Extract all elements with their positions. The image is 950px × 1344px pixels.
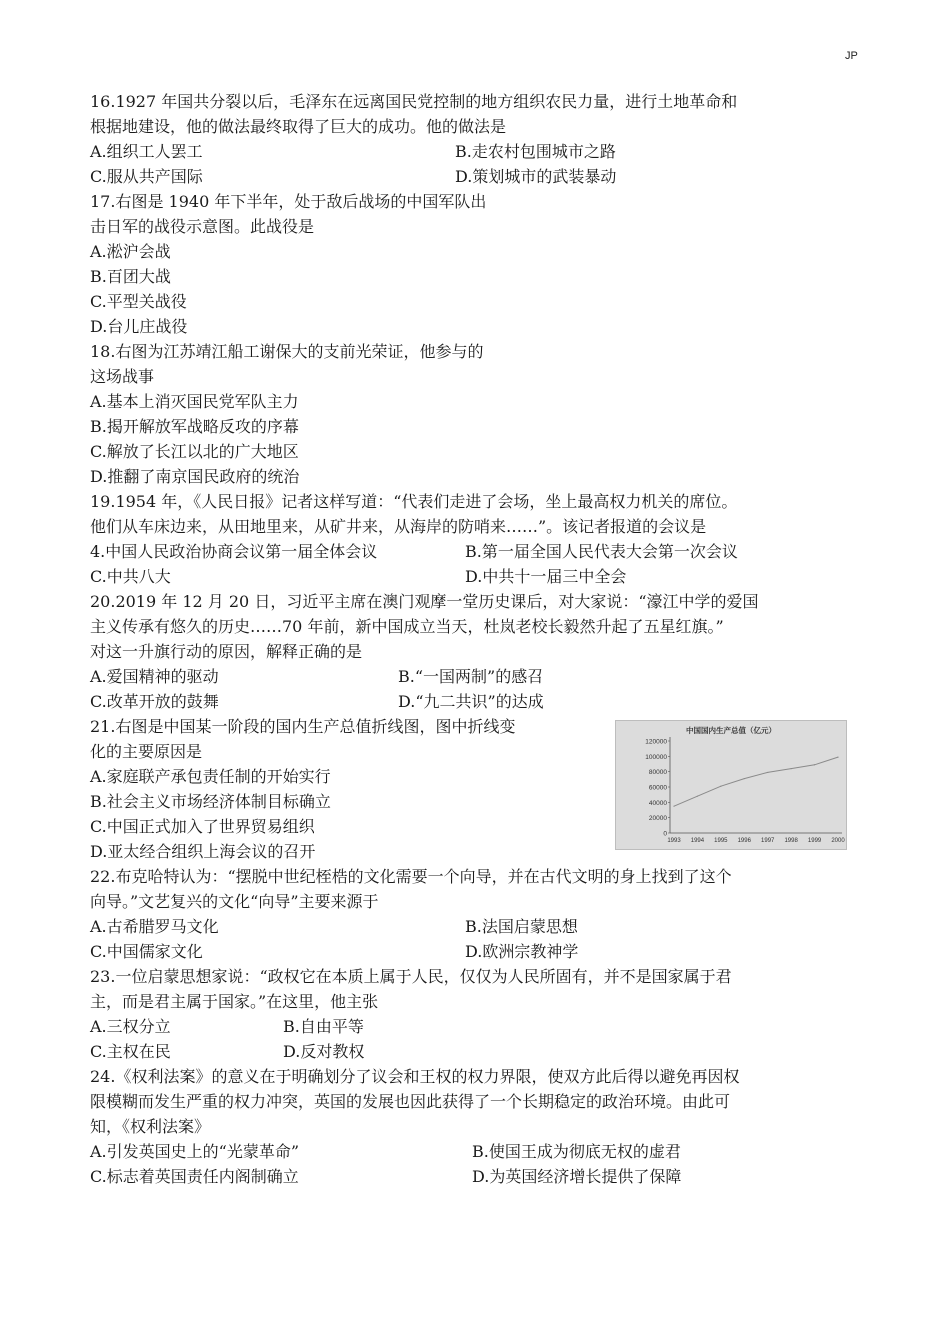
option: B.百团大战 [90, 267, 171, 286]
text-line: 知，《权利法案》 [90, 1117, 211, 1136]
option: D.台儿庄战役 [90, 317, 188, 336]
y-tick-label: 120000 [645, 738, 667, 746]
option: C.中国儒家文化 [90, 942, 203, 961]
text-line: 22.布克哈特认为：“摆脱中世纪桎梏的文化需要一个向导，并在古代文明的身上找到了这个 [90, 867, 732, 886]
option: B.第一届全国人民代表大会第一次会议 [465, 542, 738, 561]
data-point [767, 772, 768, 773]
option: C.主权在民 [90, 1042, 171, 1061]
gdp-line-chart [615, 720, 847, 850]
text-line: 20.2019 年 12 月 20 日，习近平主席在澳门观摩一堂历史课后，对大家说：“濠江中学的爱国 [90, 592, 759, 611]
option: D.推翻了南京国民政府的统治 [90, 467, 300, 486]
x-tick-label: 1998 [784, 838, 798, 844]
option: A.三权分立 [90, 1017, 171, 1036]
option: B.社会主义市场经济体制目标确立 [90, 792, 331, 811]
option: A.家庭联产承包责任制的开始实行 [90, 767, 331, 786]
option: B.法国启蒙思想 [465, 917, 578, 936]
option: B.走农村包围城市之路 [455, 142, 616, 161]
y-tick-label: 100000 [645, 753, 667, 761]
option: D.欧洲宗教神学 [465, 942, 579, 961]
option: C.中共八大 [90, 567, 171, 586]
y-tick-label: 80000 [648, 769, 667, 777]
x-tick-label: 1993 [667, 838, 681, 844]
data-point [720, 786, 721, 787]
y-tick-label: 60000 [648, 784, 667, 792]
option: B.自由平等 [283, 1017, 364, 1036]
data-point [697, 796, 698, 797]
option: D.反对教权 [283, 1042, 365, 1061]
text-line: 21.右图是中国某一阶段的国内生产总值折线图，图中折线变 [90, 717, 516, 736]
text-line: 24.《权利法案》的意义在于明确划分了议会和王权的权力界限，使双方此后得以避免再因权 [90, 1067, 740, 1086]
x-tick-label: 1996 [737, 838, 751, 844]
text-line: 主义传承有悠久的历史……70 年前，新中国成立当天，杜岚老校长毅然升起了五星红旗。” [90, 617, 724, 636]
option: C.平型关战役 [90, 292, 187, 311]
text-line: 化的主要原因是 [90, 742, 203, 761]
text-line: 23.一位启蒙思想家说：“政权它在本质上属于人民，仅仅为人民所固有，并不是国家属于君 [90, 967, 732, 986]
text-line: 17.右图是 1940 年下半年，处于敌后战场的中国军队出 [90, 192, 487, 211]
x-tick-label: 1999 [807, 838, 822, 844]
page-code: JP [845, 50, 858, 62]
x-tick-label: 2000 [831, 838, 845, 844]
y-tick-label: 40000 [648, 799, 667, 807]
x-tick-label: 1997 [761, 838, 775, 844]
data-point [673, 806, 674, 807]
y-tick-label: 0 [663, 830, 667, 838]
data-point [814, 764, 815, 765]
option: 4.中国人民政治协商会议第一届全体会议 [90, 542, 378, 561]
option: A.爱国精神的驱动 [90, 667, 219, 686]
y-tick-label: 20000 [648, 815, 667, 823]
option: A.基本上消灭国民党军队主力 [90, 392, 299, 411]
option: D.策划城市的武装暴动 [455, 167, 617, 186]
x-tick-label: 1994 [690, 838, 705, 844]
option: A.组织工人罢工 [90, 142, 203, 161]
text-line: 16.1927 年国共分裂以后，毛泽东在远离国民党控制的地方组织农民力量，进行土地革命和 [90, 92, 738, 111]
data-point [791, 768, 792, 769]
data-point [744, 778, 745, 779]
chart-title: 中国国内生产总值（亿元） [686, 726, 776, 735]
option: C.解放了长江以北的广大地区 [90, 442, 299, 461]
text-line: 这场战事 [90, 367, 155, 386]
text-line: 限模糊而发生严重的权力冲突，英国的发展也因此获得了一个长期稳定的政治环境。由此可 [90, 1092, 731, 1111]
text-line: 向导。”文艺复兴的文化“向导”主要来源于 [90, 892, 379, 911]
x-tick-label: 1995 [714, 838, 728, 844]
option: A.淞沪会战 [90, 242, 171, 261]
data-point [837, 757, 838, 758]
text-line: 他们从车床边来，从田地里来，从矿井来，从海岸的防哨来……”。该记者报道的会议是 [90, 517, 707, 536]
text-line: 主，而是君主属于国家。”在这里，他主张 [90, 992, 379, 1011]
text-line: 19.1954 年，《人民日报》记者这样写道：“代表们走进了会场，坐上最高权力机关的席位。 [90, 492, 738, 511]
option: D.为英国经济增长提供了保障 [472, 1167, 682, 1186]
option: D.中共十一届三中全会 [465, 567, 627, 586]
option: B.“一国两制”的感召 [398, 667, 544, 686]
option: C.改革开放的鼓舞 [90, 692, 219, 711]
text-line: 18.右图为江苏靖江船工谢保大的支前光荣证，他参与的 [90, 342, 484, 361]
gdp-chart-svg [616, 721, 846, 849]
text-line: 击日军的战役示意图。此战役是 [90, 217, 315, 236]
option: C.标志着英国责任内阁制确立 [90, 1167, 299, 1186]
text-line: 根据地建设，他的做法最终取得了巨大的成功。他的做法是 [90, 117, 507, 136]
option: C.中国正式加入了世界贸易组织 [90, 817, 315, 836]
option: B.使国王成为彻底无权的虚君 [472, 1142, 681, 1161]
option: A.古希腊罗马文化 [90, 917, 219, 936]
gdp-series-line [674, 757, 838, 806]
option: A.引发英国史上的“光蒙革命” [90, 1142, 300, 1161]
option: D.“九二共识”的达成 [398, 692, 544, 711]
option: B.揭开解放军战略反攻的序幕 [90, 417, 299, 436]
option: D.亚太经合组织上海会议的召开 [90, 842, 316, 861]
text-line: 对这一升旗行动的原因，解释正确的是 [90, 642, 363, 661]
option: C.服从共产国际 [90, 167, 203, 186]
